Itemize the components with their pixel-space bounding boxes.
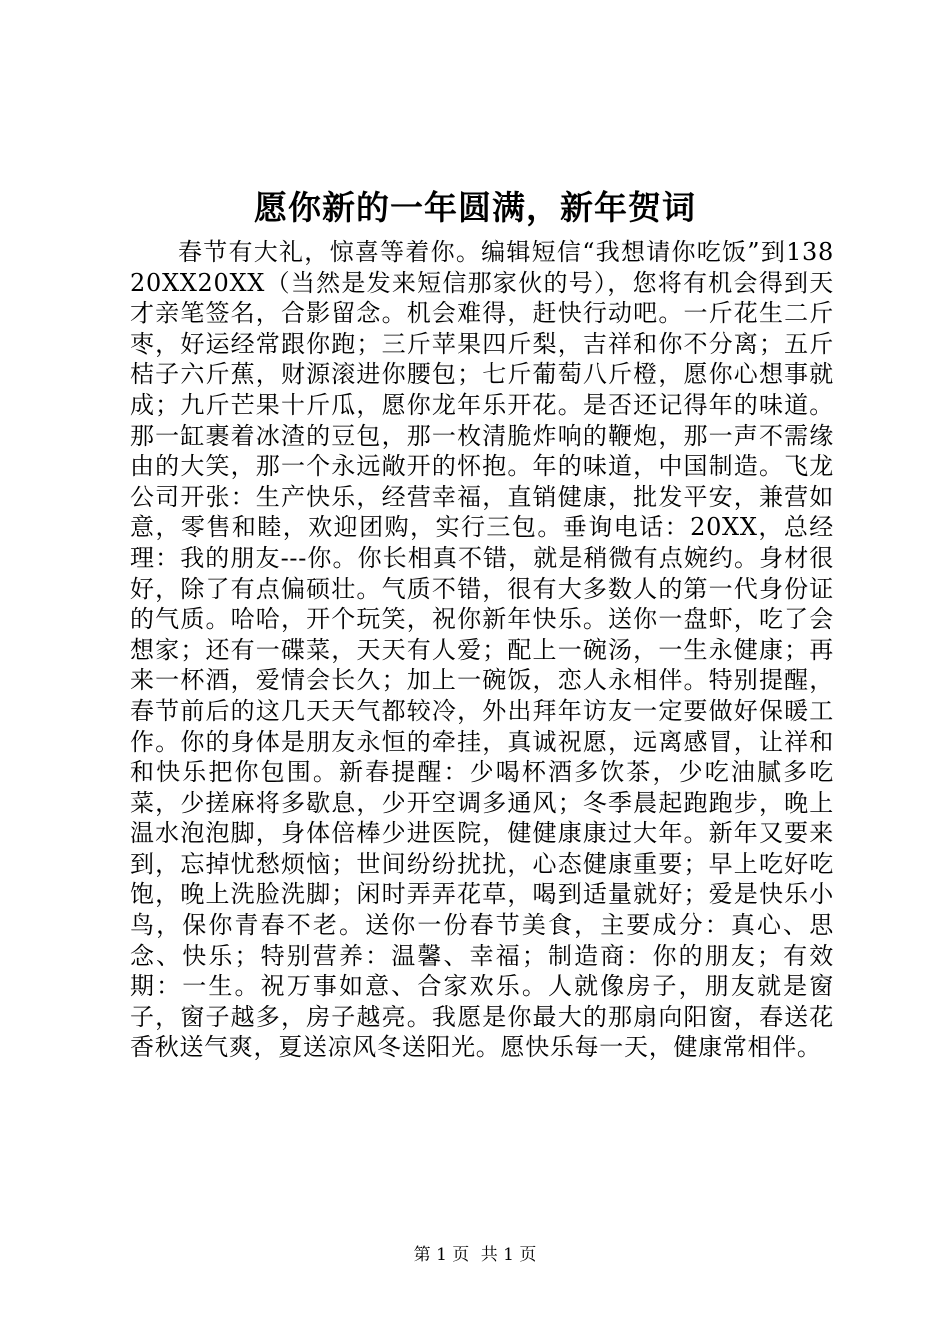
- page-footer: [0, 1243, 950, 1267]
- page-number: 第 1 页: [413, 1245, 470, 1265]
- body-paragraph: 春节有大礼，惊喜等着你。编辑短信“我想请你吃饭”到13820XX20XX（当然是发来短信那家伙的号），您将有机会得到天才亲笔签名，合影留念。机会难得，赶快行动吧。一斤花生二斤枣，好运经常跟你跑；三斤苹果四斤梨，吉祥和你不分离；五斤桔子六斤蕉，财源滚进你腰包；七斤葡萄八斤橙，愿你心想事就成；九斤芒果十斤瓜，愿你龙年乐开花。是否还记得年的味道。那一缸裹着冰渣的豆包，那一枚清脆炸响的鞭炮，那一声不需缘由的大笑，那一个永远敞开的怀抱。年的味道，中国制造。飞龙公司开张：生产快乐，经营幸福，直销健康，批发平安，兼营如意，零售和睦，欢迎团购，实行三包。垂询电话：20XX，总经理：我的朋友---你。你长相真不错，就是稍微有点婉约。身材很好，除了有点偏硕壮。气质不错，很有大多数人的第一代身份证的气质。哈哈，开个玩笑，祝你新年快乐。送你一盘虾，吃了会想家；还有一碟菜，天天有人爱；配上一碗汤，一生永健康；再来一杯酒，爱情会长久；加上一碗饭，恋人永相伴。特别提醒，春节前后的这几天天气都较冷，外出拜年访友一定要做好保暖工作。你的身体是朋友永恒的牵挂，真诚祝愿，远离感冒，让祥和和快乐把你包围。新春提醒：少喝杯酒多饮茶，少吃油腻多吃菜，少搓麻将多歇息，少开空调多通风；冬季晨起跑跑步，晚上温水泡泡脚，身体倍棒少进医院，健健康康过大年。新年又要来到，忘掉忧愁烦恼；世间纷纷扰扰，心态健康重要；早上吃好吃饱，晚上洗脸洗脚；闲时弄弄花草，喝到适量就好；爱是快乐小鸟，保你青春不老。送你一份春节美食，主要成分：真心、思念、快乐；特别营养：温馨、幸福；制造商：你的朋友；有效期：一生。祝万事如意、合家欢乐。人就像房子，朋友就是窗子，窗子越多，房子越亮。我愿是你最大的那扇向阳窗，春送花香秋送气爽，夏送凉风冬送阳光。愿快乐每一天，健康常相伴。: [130, 238, 834, 1062]
- document-title: 愿你新的一年圆满，新年贺词: [254, 188, 696, 227]
- document-body: [130, 237, 834, 1063]
- page-total: 共 1 页: [480, 1245, 537, 1265]
